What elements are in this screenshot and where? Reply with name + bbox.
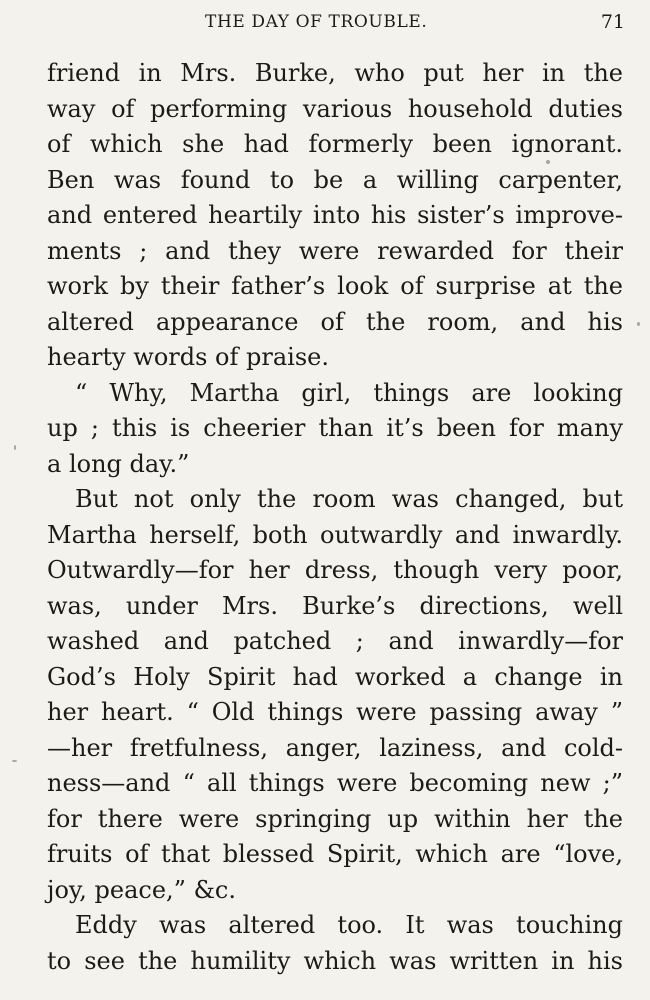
- text-line: Eddy was altered too. It was touching: [75, 911, 623, 939]
- text-line: was, under Mrs. Burke’s directions, well: [47, 591, 623, 620]
- paper-speck: [637, 322, 640, 326]
- text-line: Ben was found to be a willing carpenter,: [47, 165, 623, 194]
- text-line: work by their father’s look of surprise at the: [47, 272, 623, 300]
- page-header: [45, 10, 625, 36]
- text-line: Outwardly—for her dress, though very poor,: [47, 556, 623, 584]
- text-line: her heart. “ Old things were passing away ”: [47, 698, 623, 726]
- text-line: way of performing various household duties: [47, 94, 623, 123]
- text-line: Martha herself, both outwardly and inwardly.: [47, 520, 623, 549]
- body-text: [47, 56, 623, 979]
- text-line: up ; this is cheerier than it’s been for many: [47, 414, 623, 442]
- text-line: “ Why, Martha girl, things are looking: [75, 378, 623, 407]
- text-line: friend in Mrs. Burke, who put her in the: [47, 59, 623, 87]
- running-title: THE DAY OF TROUBLE.: [205, 12, 428, 32]
- text-line: for there were springing up within her the: [47, 804, 623, 833]
- paper-speck: [14, 445, 16, 450]
- text-line: ness—and “ all things were becoming new ;”: [47, 769, 623, 797]
- paper-speck: [546, 160, 550, 164]
- text-line: hearty words of praise.: [47, 343, 329, 371]
- text-line: joy, peace,” &c.: [47, 875, 236, 904]
- text-line: washed and patched ; and inwardly—for: [47, 627, 623, 655]
- text-line: God’s Holy Spirit had worked a change in: [47, 662, 623, 691]
- text-line: a long day.”: [47, 449, 190, 478]
- text-line: and entered heartily into his sister’s improve-: [47, 201, 623, 229]
- paper-speck: [12, 760, 17, 762]
- text-line: —her fretfulness, anger, laziness, and cold-: [47, 733, 623, 762]
- text-line: But not only the room was changed, but: [75, 485, 623, 513]
- page-number: 71: [600, 11, 625, 33]
- text-line: to see the humility which was written in his: [47, 946, 623, 975]
- text-line: of which she had formerly been ignorant.: [47, 130, 623, 158]
- text-line: altered appearance of the room, and his: [47, 307, 623, 336]
- text-line: fruits of that blessed Spirit, which are “love,: [47, 840, 623, 868]
- text-line: ments ; and they were rewarded for their: [47, 236, 623, 265]
